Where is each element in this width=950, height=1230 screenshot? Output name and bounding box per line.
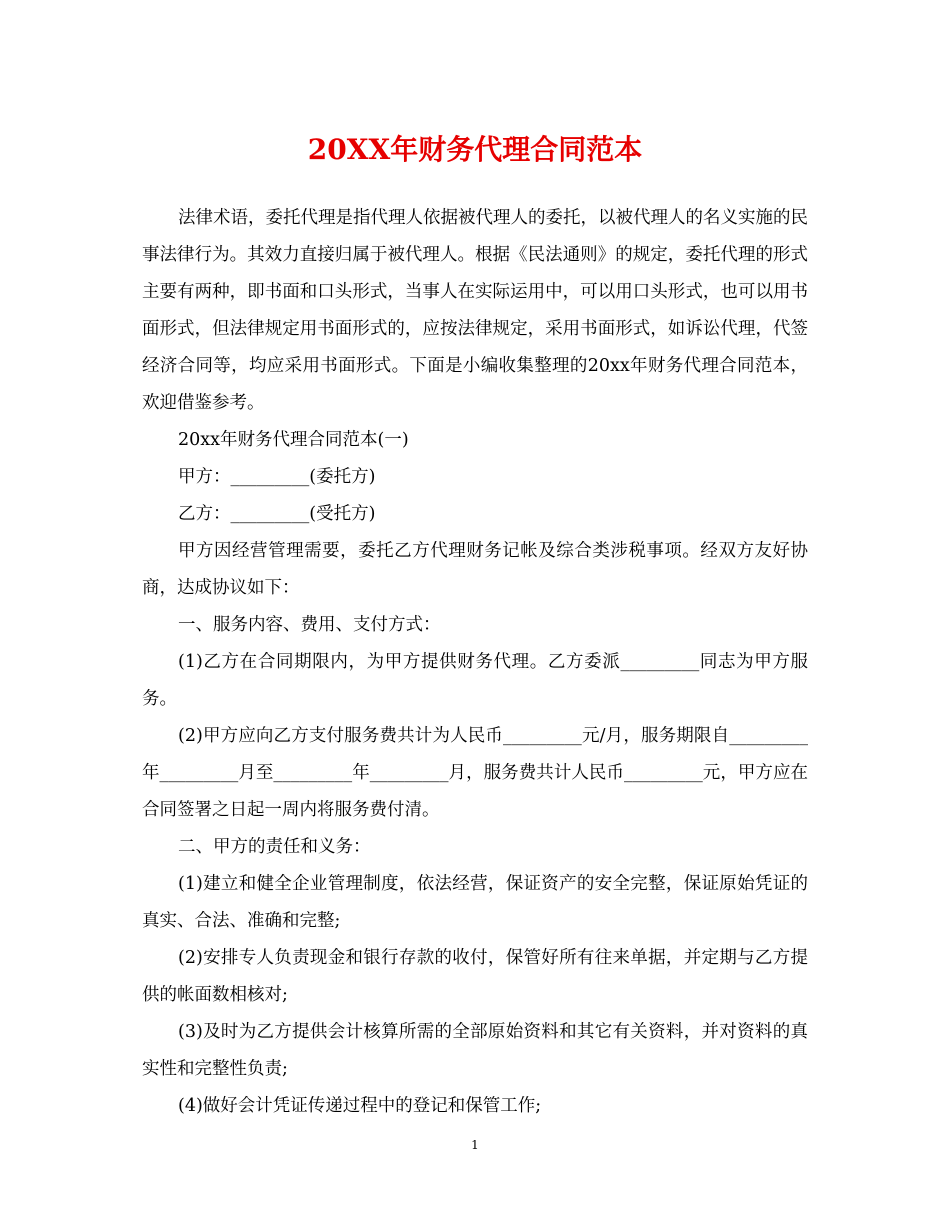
paragraph-intro: 法律术语，委托代理是指代理人依据被代理人的委托，以被代理人的名义实施的民事法律行为。其效力直接归属于被代理人。根据《民法通则》的规定，委托代理的形式主要有两种，即书面和口头形式，当事人在实际运用中，可以用口头形式，也可以用书面形式，但法律规定用书面形式的，应按法律规定，采用书面形式，如诉讼代理，代签经济合同等，均应采用书面形式。下面是小编收集整理的20xx年财务代理合同范本，欢迎借鉴参考。: [142, 208, 808, 413]
page-number: 1: [471, 1138, 479, 1152]
paragraph-clause-1-1: (1)乙方在合同期限内，为甲方提供财务代理。乙方委派_________同志为甲方服务。: [142, 652, 808, 709]
paragraph-party-b: 乙方：_________(受托方): [178, 504, 376, 524]
paragraph-section-heading: 20xx年财务代理合同范本(一): [178, 430, 409, 450]
paragraph-clause-1-2: (2)甲方应向乙方支付服务费共计为人民币_________元/月，服务期限自_________年_________月至_________年_________月，服务费共计人民币_________元，甲方应在合同签署之日起一周内将服务费付清。: [142, 726, 808, 820]
paragraph-clause-2-1: (1)建立和健全企业管理制度，依法经营，保证资产的安全完整，保证原始凭证的真实、合法、准确和完整;: [142, 874, 808, 931]
paragraph-clause-2-4: (4)做好会计凭证传递过程中的登记和保管工作;: [178, 1096, 542, 1116]
paragraph-party-a: 甲方：_________(委托方): [178, 467, 376, 487]
paragraph-clause-2-2: (2)安排专人负责现金和银行存款的收付，保管好所有往来单据，并定期与乙方提供的帐面数相核对;: [142, 948, 808, 1005]
paragraph-agreement: 甲方因经营管理需要，委托乙方代理财务记帐及综合类涉税事项。经双方友好协商，达成协议如下：: [142, 541, 808, 598]
paragraph-clause-2: 二、甲方的责任和义务：: [178, 837, 371, 857]
document-title: 20XX年财务代理合同范本: [307, 133, 643, 166]
paragraph-clause-1: 一、服务内容、费用、支付方式：: [178, 615, 441, 635]
paragraph-clause-2-3: (3)及时为乙方提供会计核算所需的全部原始资料和其它有关资料，并对资料的真实性和完整性负责;: [142, 1022, 808, 1079]
document-body: [142, 200, 808, 1125]
